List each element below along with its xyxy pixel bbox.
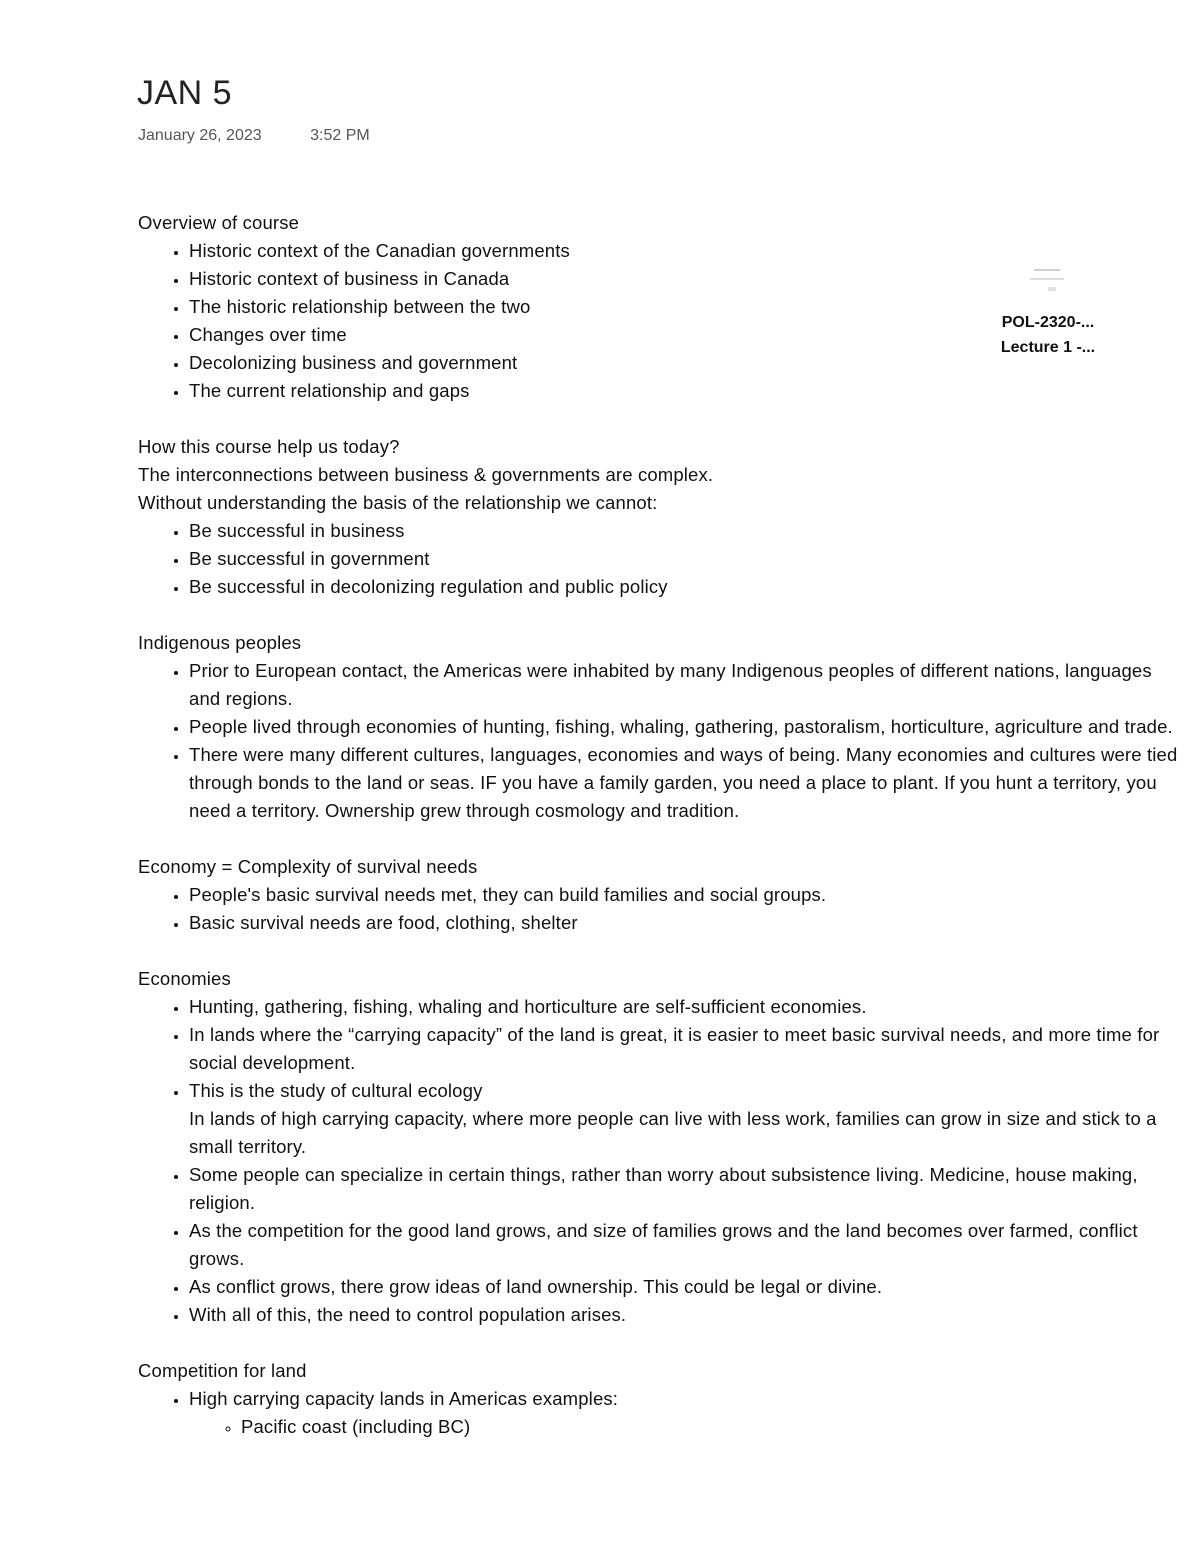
list-item-text: This is the study of cultural ecology [189, 1080, 483, 1101]
note-body[interactable] [138, 209, 1188, 1469]
bullet-list [138, 993, 1188, 1329]
bullet-list [138, 881, 1188, 937]
list-item: • Hunting, gathering, fishing, whaling and horticulture are self-sufficient economies. [189, 993, 1188, 1021]
list-item: • People's basic survival needs met, they can build families and social groups. [189, 881, 1188, 909]
bullet-list [138, 517, 1188, 601]
section-heading: How this course help us today? [138, 436, 400, 457]
section-economies [138, 965, 1188, 1329]
list-item: • Some people can specialize in certain things, rather than worry about subsistence living. Medicine, house making, religion. [189, 1161, 1188, 1217]
note-time: 3:52 PM [310, 127, 370, 144]
list-item: • Decolonizing business and government [189, 349, 1188, 377]
list-item: • Be successful in decolonizing regulation and public policy [189, 573, 1188, 601]
list-item: • Historic context of the Canadian governments [189, 237, 1188, 265]
section-overview [138, 209, 1188, 405]
section-indigenous-peoples [138, 629, 1188, 825]
list-item: • Changes over time [189, 321, 1188, 349]
list-item: • The current relationship and gaps [189, 377, 1188, 405]
sub-bullet-list [189, 1413, 1188, 1441]
list-item: • Historic context of business in Canada [189, 265, 1188, 293]
list-item [189, 1385, 1188, 1441]
list-item: • As conflict grows, there grow ideas of land ownership. This could be legal or divine. [189, 1273, 1188, 1301]
paragraph-line: The interconnections between business & governments are complex. [138, 464, 714, 485]
note-date: January 26, 2023 [138, 127, 262, 144]
bullet-list [138, 237, 1188, 405]
list-item: • The historic relationship between the two [189, 293, 1188, 321]
list-item: • Prior to European contact, the Americas were inhabited by many Indigenous peoples of different nations, languages and regions. [189, 657, 1188, 713]
list-item: • Basic survival needs are food, clothing, shelter [189, 909, 1188, 937]
sub-list-item: ◦ Pacific coast (including BC) [241, 1413, 1188, 1441]
list-item: • Be successful in business [189, 517, 1188, 545]
list-item: • People lived through economies of hunting, fishing, whaling, gathering, pastoralism, horticulture, agriculture and trade. [189, 713, 1188, 741]
section-heading: Competition for land [138, 1360, 307, 1381]
section-economy-survival-needs [138, 853, 1188, 937]
list-item: • In lands where the “carrying capacity” of the land is great, it is easier to meet basic survival needs, and more time for social development. [189, 1021, 1188, 1077]
paragraph-line: Without understanding the basis of the relationship we cannot: [138, 492, 658, 513]
list-item: • There were many different cultures, languages, economies and ways of being. Many economies and cultures were tied through bonds to the land or seas. IF you have a family garden, you need a place to plant. If you hunt a territory, you need a territory. Ownership grew through cosmology and tradition. [189, 741, 1188, 825]
section-heading: Overview of course [138, 212, 300, 233]
section-heading: Economy = Complexity of survival needs [138, 856, 478, 877]
list-item [189, 1077, 1188, 1161]
bullet-list [138, 1385, 1188, 1441]
attachment-name-line-2: Lecture 1 -... [1000, 339, 1096, 356]
section-how-course-helps [138, 433, 1188, 601]
attachment-name-line-1: POL-2320-... [1001, 314, 1095, 331]
list-item-text: High carrying capacity lands in Americas examples: [189, 1388, 619, 1409]
bullet-list [138, 657, 1188, 825]
list-item: • Be successful in government [189, 545, 1188, 573]
section-heading: Economies [138, 968, 231, 989]
list-item: • As the competition for the good land grows, and size of families grows and the land becomes over farmed, conflict grows. [189, 1217, 1188, 1273]
page-title: JAN 5 [137, 74, 233, 112]
section-heading: Indigenous peoples [138, 632, 302, 653]
note-metadata [138, 127, 370, 145]
list-item-continuation: In lands of high carrying capacity, where more people can live with less work, families can grow in size and stick to a small territory. [189, 1108, 1157, 1157]
list-item: • With all of this, the need to control population arises. [189, 1301, 1188, 1329]
section-competition-for-land [138, 1357, 1188, 1441]
